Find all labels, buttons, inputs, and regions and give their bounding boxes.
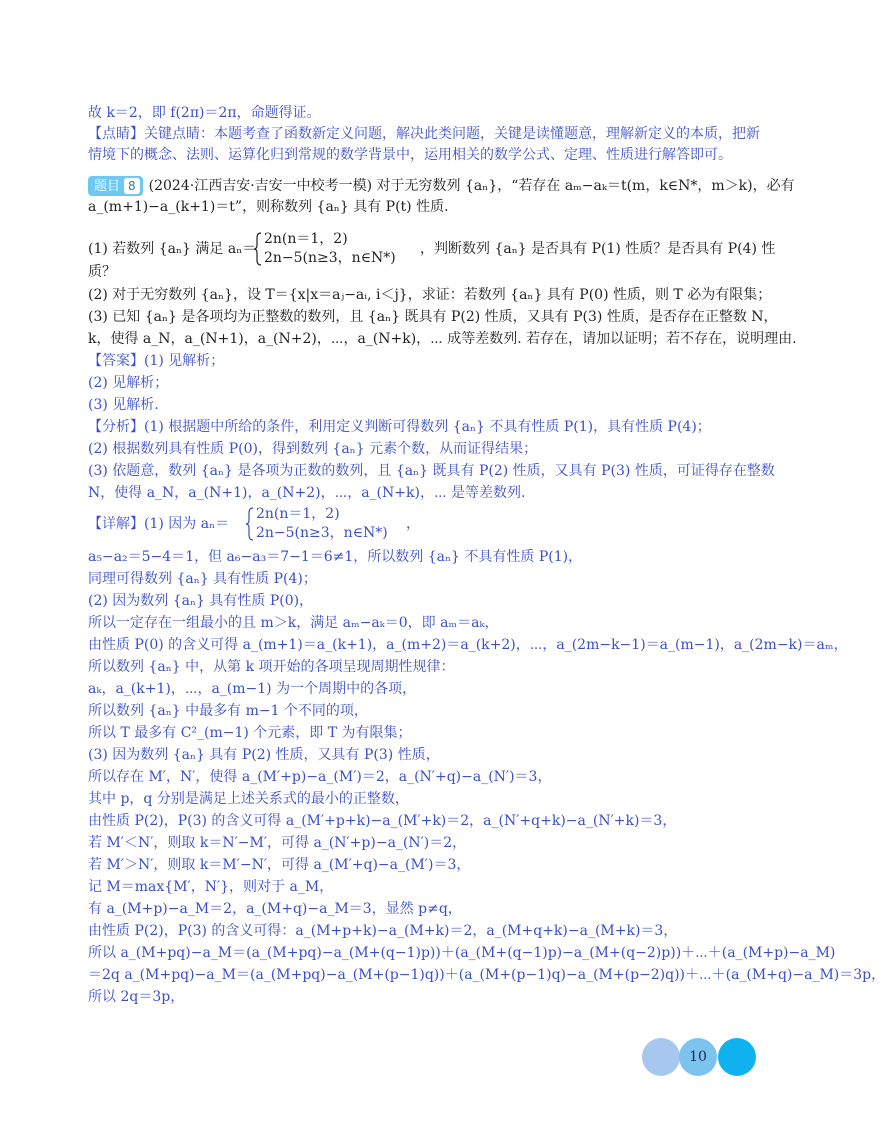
text-line: 质？ <box>88 264 116 280</box>
detail-suffix: ， <box>406 516 420 532</box>
text-line: aₖ，a_(k+1)，⋯，a_(m−1) 为一个周期中的各项， <box>88 681 417 697</box>
text-line: (2) 根据数列具有性质 P(0)，得到数列 {aₙ} 元素个数，从而证得结果； <box>88 441 538 457</box>
page-number: 10 <box>689 1049 707 1065</box>
text-line: 所以数列 {aₙ} 中最多有 m−1 个不同的项， <box>88 703 368 719</box>
brace-icon <box>254 232 262 266</box>
question-header <box>88 176 795 196</box>
text-line: 所以 2q＝3p， <box>88 989 185 1005</box>
part1-prefix: (1) 若数列 {aₙ} 满足 aₙ＝ <box>88 241 257 257</box>
text-line: 由性质 P(2)，P(3) 的含义可得 a_(M′+p+k)−a_(M′+k)＝2，a_(N′+q+k)−a_(N′+k)＝3， <box>88 813 677 829</box>
detail-case1: 2n(n＝1，2) <box>256 506 340 522</box>
text-line: a_(m+1)−a_(k+1)＝t”，则称数列 {aₙ} 具有 P(t) 性质. <box>88 199 449 215</box>
text-line: (2) 因为数列 {aₙ} 具有性质 P(0)， <box>88 593 314 609</box>
text-line: 由性质 P(0) 的含义可得 a_(m+1)＝a_(k+1)，a_(m+2)＝a_(k+2)，⋯，a_(2m−k−1)＝a_(m−1)，a_(2m−k)＝aₘ， <box>88 637 848 653</box>
text-line: 所以 T 最多有 C²_(m−1) 个元素，即 T 为有限集； <box>88 725 412 741</box>
text-line: (3) 见解析. <box>88 397 159 413</box>
text-line: 【点睛】关键点睛：本题考查了函数新定义问题，解决此类问题，关键是读懂题意，理解新定义的本质，把新 <box>88 126 760 142</box>
text-line: 记 M＝max{M′，N′}，则对于 a_M， <box>88 879 334 895</box>
text-line: 同理可得数列 {aₙ} 具有性质 P(4)； <box>88 571 317 587</box>
text-line: (3) 依题意，数列 {aₙ} 是各项为正数的数列，且 {aₙ} 既具有 P(2) 性质，又具有 P(3) 性质，可证得存在整数 <box>88 463 775 479</box>
text-line: 所以一定存在一组最小的且 m＞k，满足 aₘ−aₖ＝0，即 aₘ＝aₖ， <box>88 615 499 631</box>
text-line: (3) 已知 {aₙ} 是各项均为正整数的数列，且 {aₙ} 既具有 P(2) 性质，又具有 P(3) 性质，是否存在正整数 N， <box>88 309 778 325</box>
text-line: k，使得 a_N，a_(N+1)，a_(N+2)，⋯，a_(N+k)，⋯ 成等差数列. 若存在，请加以证明；若不存在，说明理由. <box>88 331 797 347</box>
text-line: 由性质 P(2)，P(3) 的含义可得：a_(M+p+k)−a_(M+k)＝2，a_(M+q+k)−a_(M+k)＝3， <box>88 923 678 939</box>
page-circle-right <box>718 1038 756 1076</box>
text-line: ＝2q a_(M+pq)−a_M＝(a_(M+pq)−a_(M+(p−1)q))＋(a_(M+(p−1)q)−a_(M+(p−2)q))＋⋯＋(a_(M+q)−a_M)＝3p， <box>88 967 885 983</box>
question-text: (2024·江西吉安·吉安一中校考一模) 对于无穷数列 {aₙ}，“若存在 aₘ−aₖ＝t(m，k∈N*，m＞k)，必有 <box>148 177 795 194</box>
text-line: 【分析】(1) 根据题中所给的条件，利用定义判断可得数列 {aₙ} 不具有性质 P(1)，具有性质 P(4)； <box>88 419 711 435</box>
text-line: 若 M′＞N′，则取 k＝M′−N′，可得 a_(M′+q)−a_(M′)＝3， <box>88 857 471 873</box>
detail-case2: 2n−5(n≥3，n∈N*) <box>256 525 388 541</box>
text-line: a₅−a₂＝5−4＝1，但 a₆−a₃＝7−1＝6≠1，所以数列 {aₙ} 不具有性质 P(1)， <box>88 549 583 565</box>
page-circle-left <box>642 1038 680 1076</box>
detail-prefix: 【详解】(1) 因为 aₙ＝ <box>88 516 230 532</box>
page-number-badge <box>642 1038 758 1076</box>
text-line: (2) 见解析； <box>88 375 169 391</box>
part1-case2: 2n−5(n≥3，n∈N*) <box>264 250 396 266</box>
question-badge-number: 8 <box>124 178 140 194</box>
part1-line <box>88 230 776 268</box>
text-line: 其中 p，q 分别是满足上述关系式的最小的正整数， <box>88 791 409 807</box>
text-line: N，使得 a_N，a_(N+1)，a_(N+2)，⋯，a_(N+k)，⋯ 是等差数列. <box>88 485 526 501</box>
text-line: (2) 对于无穷数列 {aₙ}，设 T＝{x|x＝aⱼ−aᵢ, i＜j}，求证：若数列 {aₙ} 具有 P(0) 性质，则 T 必为有限集； <box>88 287 772 303</box>
text-line: 所以 a_(M+pq)−a_M＝(a_(M+pq)−a_(M+(q−1)p))＋(a_(M+(q−1)p)−a_(M+(q−2)p))＋⋯＋(a_(M+p)−a_M) <box>88 945 836 961</box>
text-line: 所以存在 M′，N′，使得 a_(M′+p)−a_(M′)＝2，a_(N′+q)−a_(N′)＝3， <box>88 769 552 785</box>
text-line: (3) 因为数列 {aₙ} 具有 P(2) 性质，又具有 P(3) 性质， <box>88 747 440 763</box>
text-line: 若 M′＜N′，则取 k＝N′−M′，可得 a_(N′+p)−a_(N′)＝2， <box>88 835 467 851</box>
question-badge <box>88 176 143 196</box>
detail-line <box>88 505 728 543</box>
part1-suffix: ，判断数列 {aₙ} 是否具有 P(1) 性质？是否具有 P(4) 性 <box>420 241 776 257</box>
question-badge-label: 题目 <box>94 178 121 194</box>
text-line: 故 k＝2，即 f(2π)＝2π，命题得证。 <box>88 105 321 121</box>
brace-icon <box>246 507 254 541</box>
text-line: 所以数列 {aₙ} 中，从第 k 项开始的各项呈现周期性规律： <box>88 659 455 675</box>
part1-case1: 2n(n＝1，2) <box>264 231 348 247</box>
text-line: 有 a_(M+p)−a_M＝2，a_(M+q)−a_M＝3，显然 p≠q， <box>88 901 462 917</box>
text-line: 情境下的概念、法则、运算化归到常规的数学背景中，运用相关的数学公式、定理、性质进行解答即可。 <box>88 147 732 163</box>
text-line: 【答案】(1) 见解析； <box>88 353 225 369</box>
